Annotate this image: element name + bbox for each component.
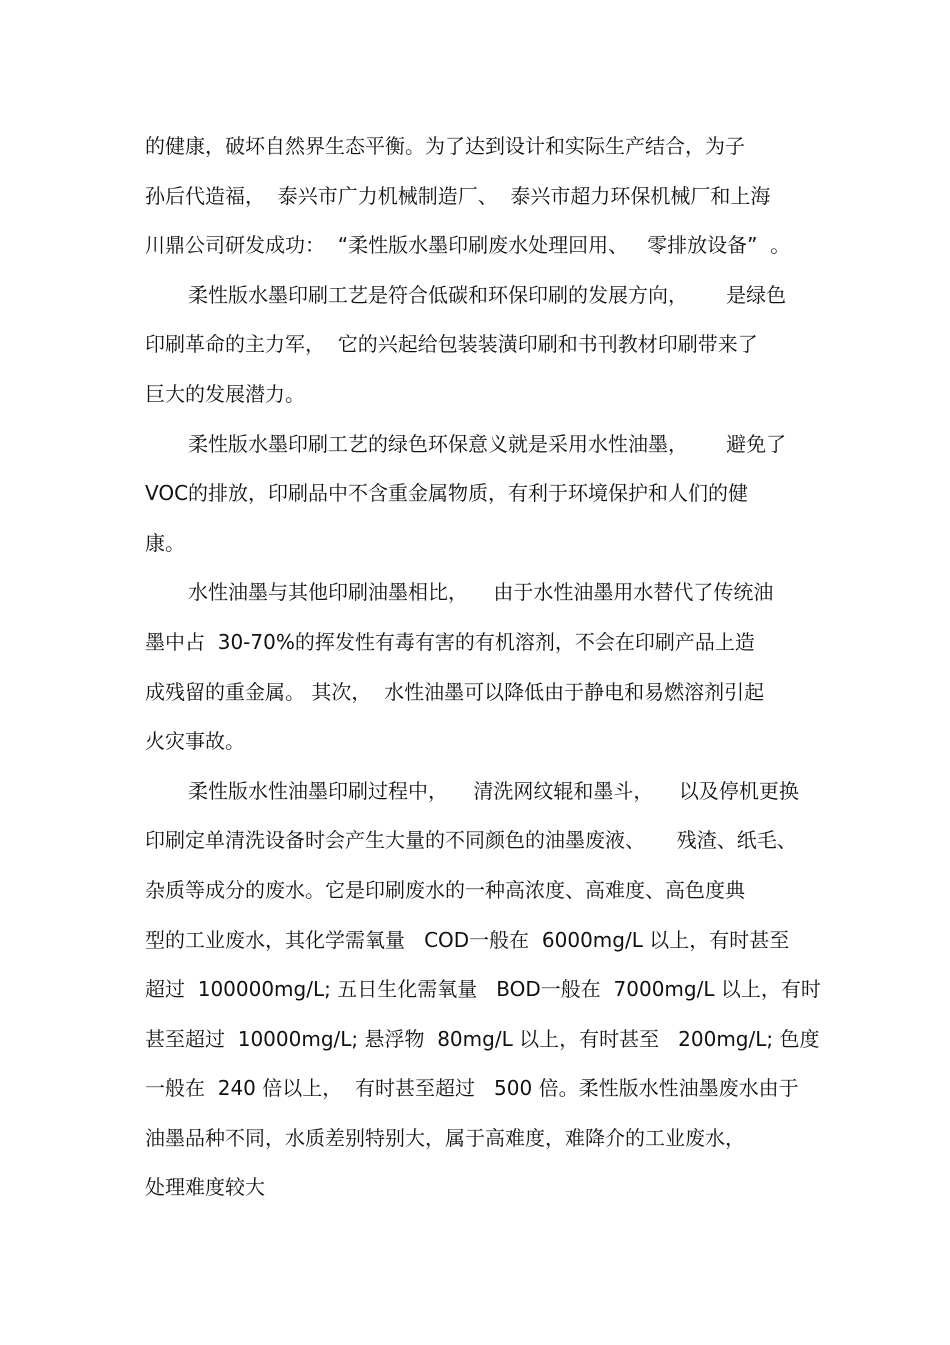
text-line: 超过 100000mg/L; 五日生化需氧量 BOD一般在 7000mg/L 以上，有时 bbox=[145, 977, 821, 1002]
text-line: 甚至超过 10000mg/L; 悬浮物 80mg/L 以上，有时甚至 200mg/L; 色度 bbox=[145, 1026, 820, 1051]
text-line: 印刷定单清洗设备时会产生大量的不同颜色的油墨废液、 残渣、纸毛、 bbox=[145, 828, 797, 853]
text-line: 成残留的重金属。 其次， 水性油墨可以降低由于静电和易燃溶剂引起 bbox=[145, 679, 765, 704]
body-text bbox=[145, 122, 835, 1213]
text-line: 杂质等成分的废水。它是印刷废水的一种高浓度、高难度、高色度典 bbox=[145, 877, 745, 902]
text-line: 油墨品种不同，水质差别特别大，属于高难度，难降介的工业废水， bbox=[145, 1125, 745, 1150]
text-line: 型的工业废水，其化学需氧量 COD一般在 6000mg/L 以上，有时甚至 bbox=[145, 927, 790, 952]
text-line: 一般在 240 倍以上， 有时甚至超过 500 倍。柔性版水性油墨废水由于 bbox=[145, 1076, 799, 1101]
text-line: 的健康，破坏自然界生态平衡。为了达到设计和实际生产结合，为子 bbox=[145, 134, 745, 158]
text-line: 巨大的发展潜力。 bbox=[145, 381, 305, 406]
paragraph-start-line: 柔性版水性油墨印刷过程中， 清洗网纹辊和墨斗， 以及停机更换 bbox=[188, 778, 799, 803]
text-line: VOC的排放，印刷品中不含重金属物质，有利于环境保护和人们的健 bbox=[145, 481, 749, 506]
text-line: 川鼎公司研发成功： “柔性版水墨印刷废水处理回用、 零排放设备” 。 bbox=[145, 233, 791, 258]
paragraph-start-line: 柔性版水墨印刷工艺的绿色环保意义就是采用水性油墨， 避免了 bbox=[188, 431, 787, 456]
paragraph-start-line: 水性油墨与其他印刷油墨相比， 由于水性油墨用水替代了传统油 bbox=[188, 580, 774, 605]
text-line: 处理难度较大 bbox=[145, 1175, 265, 1200]
text-line: 火灾事故。 bbox=[145, 729, 245, 754]
text-line: 康。 bbox=[145, 530, 185, 555]
paragraph-start-line: 柔性版水墨印刷工艺是符合低碳和环保印刷的发展方向， 是绿色 bbox=[188, 282, 787, 307]
text-line: 印刷革命的主力军， 它的兴起给包装装潢印刷和书刊教材印刷带来了 bbox=[145, 332, 758, 357]
text-line: 墨中占 30-70%的挥发性有毒有害的有机溶剂，不会在印刷产品上造 bbox=[145, 629, 755, 654]
text-line: 孙后代造福， 泰兴市广力机械制造厂、 泰兴市超力环保机械厂和上海 bbox=[145, 183, 771, 208]
